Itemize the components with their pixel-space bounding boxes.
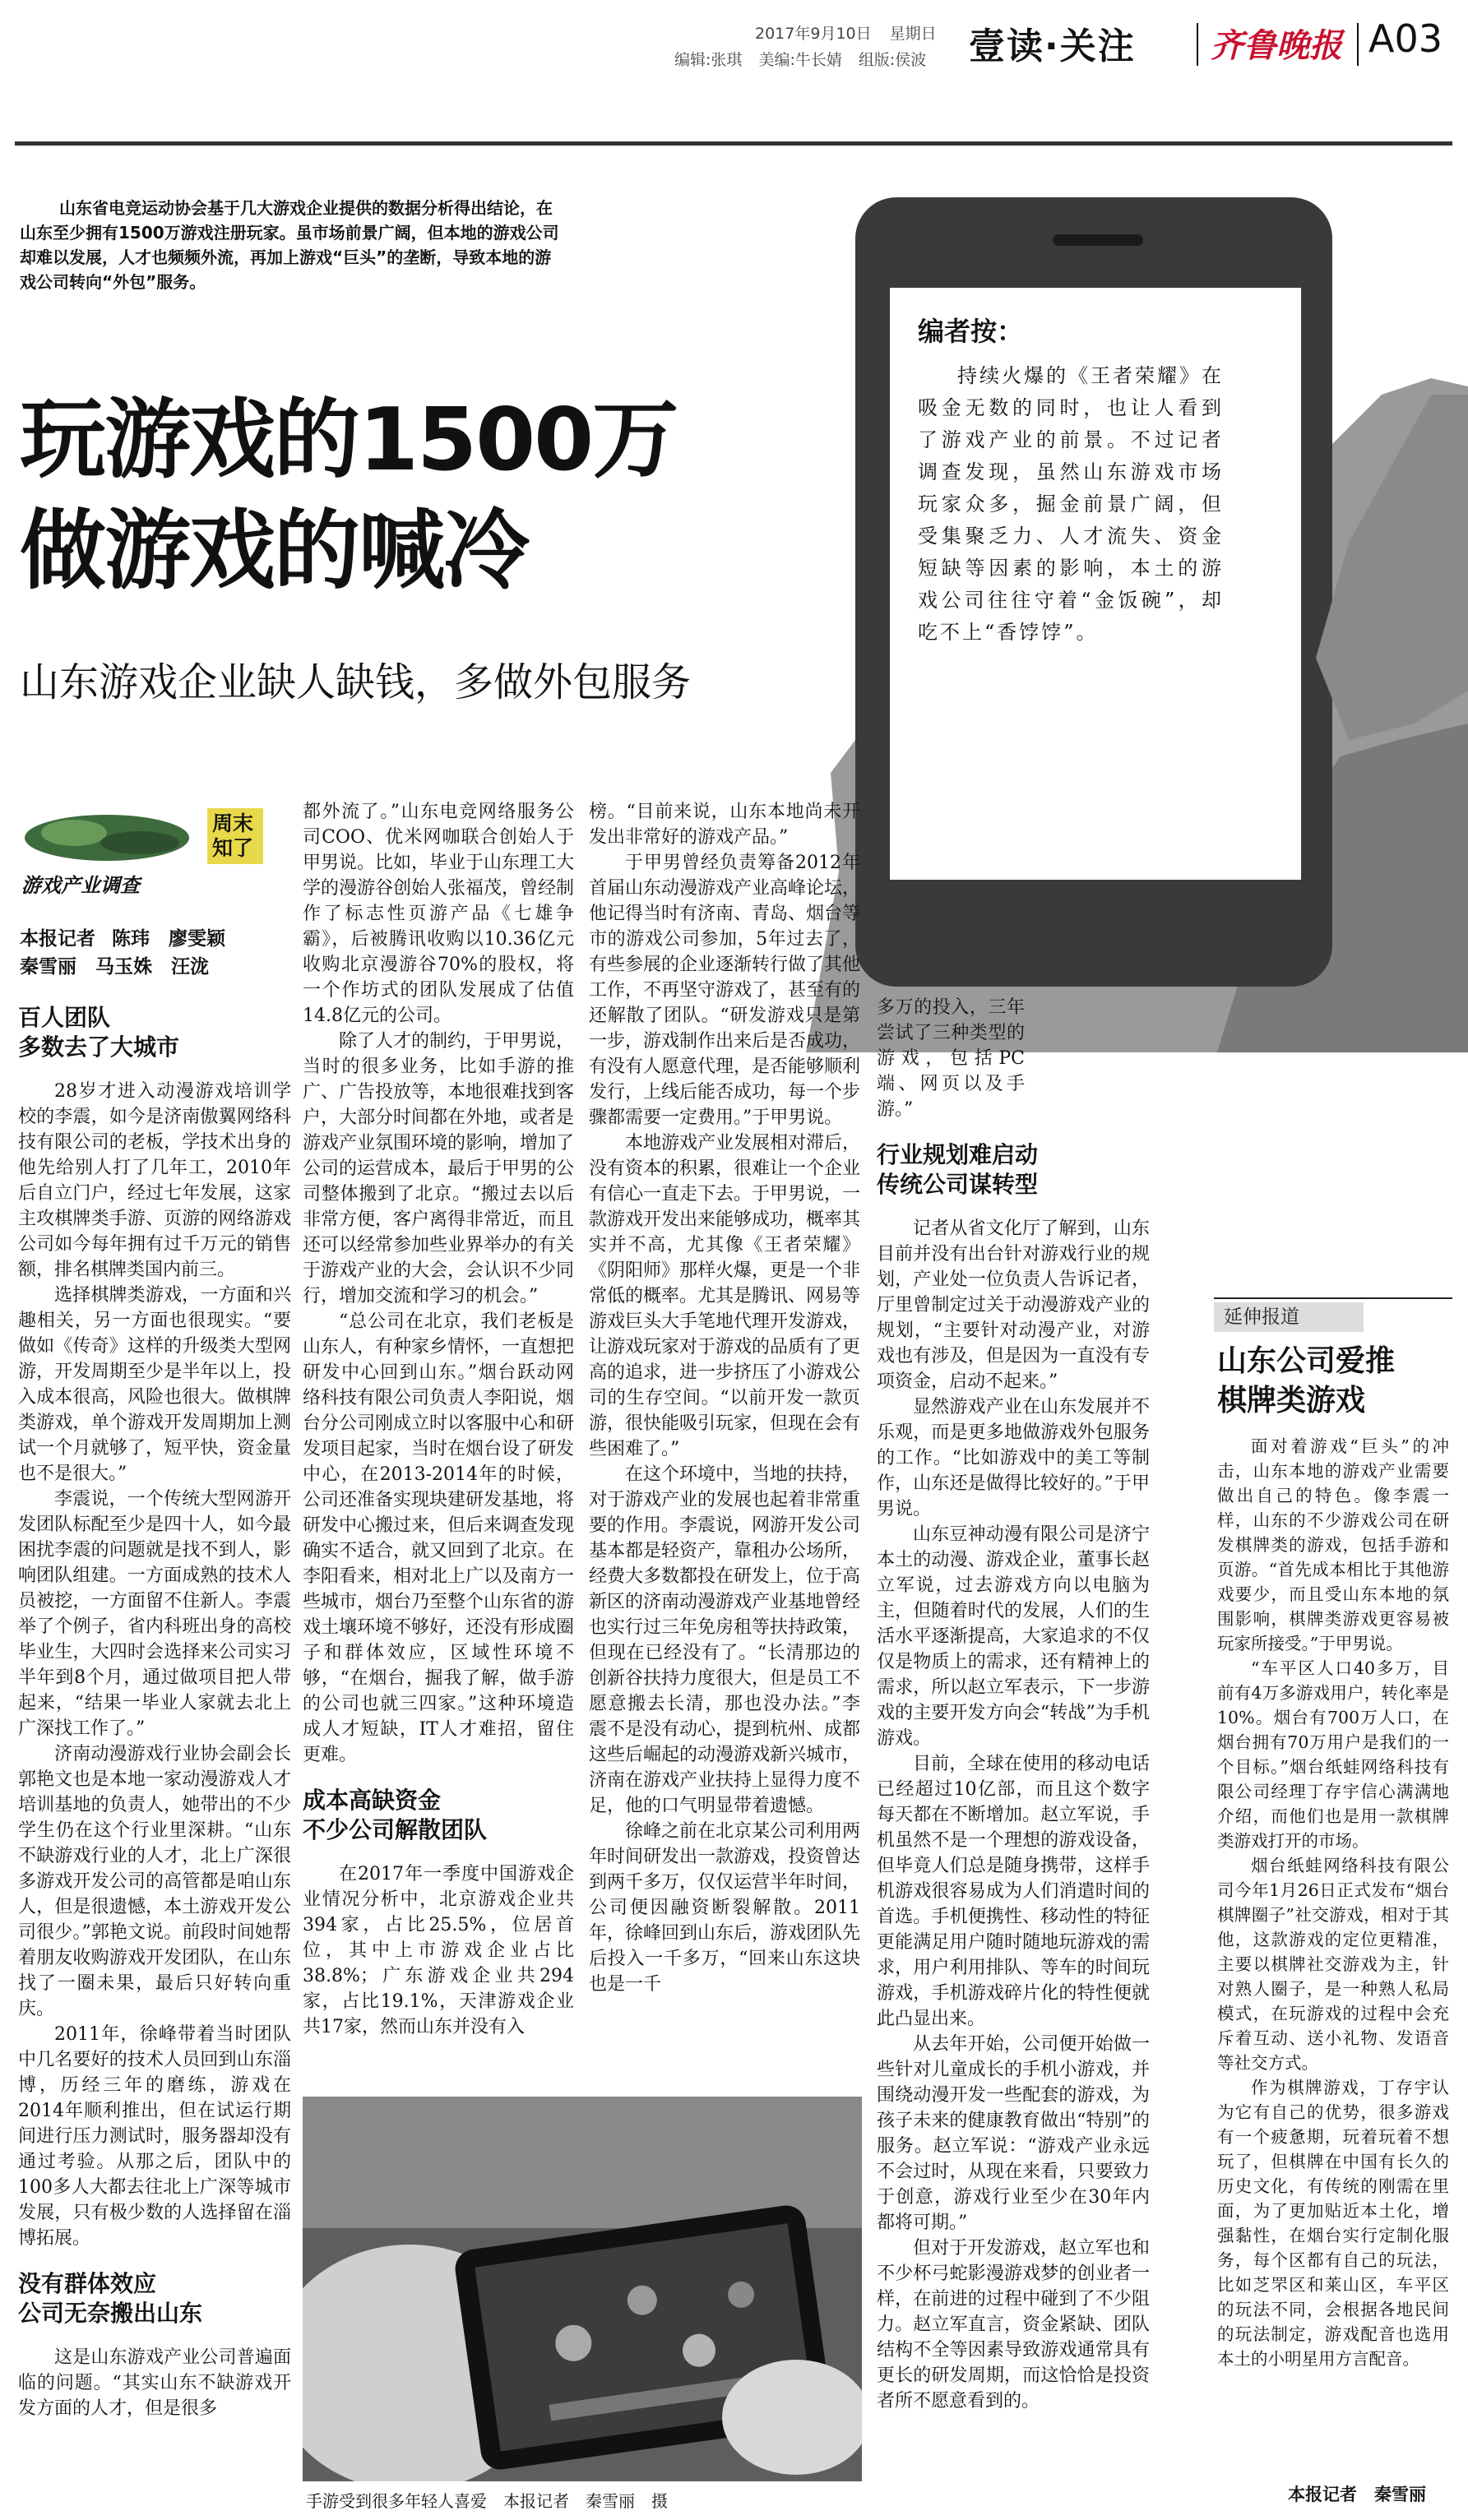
photo-caption: 手游受到很多年轻人喜爱 本报记者 秦雪丽 摄 [306, 2491, 668, 2511]
paragraph: 作为棋牌游戏，丁存宇认为它有自己的优势，很多游戏有一个疲惫期，玩着玩着不想玩了，但棋牌在中国有长久的历史文化，有传统的刚需在里面，为了更加贴近本土化，增强黏性，在烟台实行定制化服务，每个区都有自己的玩法，比如芝罘区和莱山区，车平区的玩法不同，会根据各地民间的玩法制定，游戏配音也选用本土的小明星用方言配音。 [1217, 2078, 1449, 2369]
column-logo [16, 803, 263, 897]
headline-line-2: 做游戏的喊冷 [20, 501, 529, 601]
paragraph: “车平区人口40多万，目前有4万多游戏用户，转化率是10%。烟台有700万人口，在烟台拥有70万用户是我们的一个目标。”烟台纸蛙网络科技有限公司经理丁存宇信心满满地介绍，而他们也是用一款棋牌类游戏打开的市场。 [1217, 1658, 1449, 1851]
lead-text: 山东省电竞运动协会基于几大游戏企业提供的数据分析得出结论，在山东至少拥有1500万游戏注册玩家。虽市场前景广阔，但本地的游戏公司却难以发展，人才也频频外流，再加上游戏“巨头”的垄断，导致本地的游戏公司转向“外包”服务。 [20, 198, 559, 292]
paragraph: 烟台纸蛙网络科技有限公司今年1月26日正式发布“烟台棋牌圈子”社交游戏，相对于其他，这款游戏的定位更精准，主要以棋牌社交游戏为主，针对熟人圈子，是一种熟人私局模式，在玩游戏的过程中会充斥着互动、送小礼物、发语音等社交方式。 [1217, 1856, 1449, 2073]
masthead-divider-1 [1197, 23, 1198, 66]
byline-names: 陈玮 廖雯颖 秦雪丽 马玉姝 汪泷 [20, 928, 226, 978]
editor-note [918, 311, 1224, 649]
paragraph: 面对着游戏“巨头”的冲击，山东本地的游戏产业需要做出自己的特色。像李震一样，山东的不少游戏公司在研发棋牌类的游戏，包括手游和页游。“首先成本相比于其他游戏要少，而且受山东本地的氛围影响，棋牌类游戏更容易被玩家所接受。”于甲男说。 [1217, 1436, 1449, 1653]
layout-credit: 组版:侯波 [858, 51, 927, 69]
byline [20, 925, 291, 981]
subheadline: 山东游戏企业缺人缺钱，多做外包服务 [20, 659, 692, 705]
paragraph: 多万的投入，三年尝试了三种类型的游戏，包括PC端、网页以及手游。” [877, 997, 1025, 1120]
weekly-badge: 周末知了 [207, 808, 263, 864]
editor-note-label: 编者按： [918, 316, 1024, 347]
paragraph: 李震说，一个传统大型网游开发团队标配至少是四十人，如今最困扰李震的问题就是找不到人，影响团队组建。一方面成熟的技术人员被挖，一方面留不住新人。李震举了个例子，省内科班出身的高校毕业生，大四时会选择来公司实习半年到8个月，通过做项目把人带起来，“结果一毕业人家就去北上广深找工作了。” [18, 1489, 291, 1739]
paragraph: 徐峰之前在北京某公司利用两年时间研发出一款游戏，投资曾达到两千多万，仅仅运营半年时间，公司便因融资断裂解散。2011年，徐峰回到山东后，游戏团队先后投入一千多万，“回来山东这块也是一千 [589, 1821, 860, 1995]
column-name: 游戏产业调查 [21, 874, 140, 897]
editor-note-text: 持续火爆的《王者荣耀》在吸金无数的同时，也让人看到了游戏产业的前景。不过记者调查发现，虽然山东游戏市场玩家众多，掘金前景广阔，但受集聚乏力、人才流失、资金短缺等因素的影响，本土的游戏公司往往守着“金饭碗”，却吃不上“香饽饽”。 [918, 364, 1224, 644]
paragraph: 都外流了。”山东电竞网络服务公司COO、优米网咖联合创始人于甲男说。比如，毕业于山东理工大学的漫游谷创始人张福茂，曾经制作了标志性页游产品《七雄争霸》，后被腾讯收购以10.36亿元收购北京漫游谷70%的股权，将一个作坊式的团队发展成了估值14.8亿元的公司。 [303, 802, 574, 1026]
paragraph: 于甲男曾经负责筹备2012年首届山东动漫游戏产业高峰论坛，他记得当时有济南、青岛、烟台等市的游戏公司参加，5年过去了，有些参展的企业逐渐转行做了其他工作，不再坚守游戏了，甚至有的还解散了团队。“研发游戏只是第一步，游戏制作出来后是否成功，有没有人愿意代理，是否能够顺利发行，上线后能否成功，每一个步骤都需要一定费用。”于甲男说。 [589, 853, 860, 1128]
paragraph: 在2017年一季度中国游戏企业情况分析中，北京游戏企业共394家，占比25.5%，位居首位，其中上市游戏企业占比38.8%；广东游戏企业共294家，占比19.1%，天津游戏企业共17家，然而山东并没有入 [303, 1864, 574, 2037]
sidebar-body [1217, 1434, 1449, 2470]
editor-credit: 编辑:张琪 [674, 51, 743, 69]
paragraph: 显然游戏产业在山东发展并不乐观，而是更多地做游戏外包服务的工作。“比如游戏中的美工等制作，山东还是做得比较好的。”于甲男说。 [877, 1397, 1150, 1519]
paragraph: 这是山东游戏产业公司普遍面临的问题。“其实山东不缺游戏开发方面的人才，但是很多 [18, 2347, 291, 2419]
paragraph: 记者从省文化厅了解到，山东目前并没有出台针对游戏行业的规划，产业处一位负责人告诉记者，厅里曾制定过关于动漫游戏产业的规划，“主要针对动漫产业，对游戏也有涉及，但是因为一直没有专项资金，启动不起来。” [877, 1218, 1150, 1392]
paragraph: 选择棋牌类游戏，一方面和兴趣相关，另一方面也很现实。“要做如《传奇》这样的升级类大型网游，开发周期至少是半年以上，投入成本很高，风险也很大。做棋牌类游戏，单个游戏开发周期加上测试一个月就够了，短平快，资金量也不是很大。” [18, 1285, 291, 1484]
subheading-lack-of-funds: 成本高缺资金 不少公司解散团队 [303, 1787, 488, 1843]
article-column-2 [303, 799, 574, 2082]
masthead-date [755, 21, 937, 44]
paragraph: 2011年，徐峰带着当时团队中几名要好的技术人员回到山东淄博，历经三年的磨练，游戏在2014年顺利推出，但在试运行期间进行压力测试时，服务器却没有通过考验。从那之后，团队中的100多人大都去往北上广深等城市发展，只有极少数的人选择留在淄博拓展。 [18, 2024, 291, 2249]
article-column-1 [18, 1003, 291, 2520]
art-editor-credit: 美编:牛长婧 [758, 51, 842, 69]
page-number: A03 [1368, 16, 1443, 61]
masthead-divider-2 [1357, 23, 1359, 66]
paragraph: 在这个环境中，当地的扶持，对于游戏产业的发展也起着非常重要的作用。李震说，网游开发公司基本都是轻资产，靠租办公场所，经费大多数都投在研发上，位于高新区的济南动漫游戏产业基地曾经也实行过三年免房租等扶持政策，但现在已经没有了。“长清那边的创新谷扶持力度很大，但是员工不愿意搬去长清，那也没办法。”李震不是没有动心，提到杭州、成都这些后崛起的动漫游戏新兴城市，济南在游戏产业扶持上显得力度不足，他的口气明显带着遗憾。 [589, 1464, 860, 1816]
paragraph: 从去年开始，公司便开始做一些针对儿童成长的手机小游戏，并围绕动漫开发一些配套的游戏，为孩子未来的健康教育做出“特别”的服务。赵立军说：“游戏产业永远不会过时，从现在来看，只要致力于创意，游戏行业至少在30年内都将可期。” [877, 2034, 1150, 2233]
sidebar-top-rule [1214, 1297, 1452, 1299]
paper-logo: 齐鲁晚报 [1211, 26, 1342, 65]
byline-label: 本报记者 [20, 928, 95, 950]
sidebar-credit: 本报记者 秦雪丽 [1288, 2485, 1426, 2504]
paragraph: “总公司在北京，我们老板是山东人，有种家乡情怀，一直想把研发中心回到山东。”烟台跃动网络科技有限公司负责人李阳说，烟台分公司刚成立时以客服中心和研发项目起家，当时在烟台设了研发中心，在2013-2014年的时候，公司还准备实现块建研发基地，将研发中心搬过来，但后来调查发现确实不适合，就又回到了北京。在李阳看来，相对北上广以及南方一些城市，烟台乃至整个山东省的游戏土壤环境不够好，还没有形成圈子和群体效应，区域性环境不够，“在烟台，掘我了解，做手游的公司也就三四家。”这种环境造成人才短缺，IT人才难招，留住更难。 [303, 1311, 574, 1765]
issue-weekday: 星期日 [889, 25, 937, 43]
subheading-talent-drain: 百人团队 多数去了大城市 [18, 1004, 180, 1061]
lead-paragraph [20, 196, 563, 294]
article-column-4 [877, 995, 1150, 2520]
news-photo [303, 2097, 862, 2481]
subheading-no-cluster: 没有群体效应 公司无奈搬出山东 [18, 2270, 203, 2327]
paragraph: 除了人才的制约，于甲男说，当时的很多业务，比如手游的推广、广告投放等，本地很难找到客户，大部分时间都在外地，或者是游戏产业氛围环境的影响，增加了公司的运营成本，最后于甲男的公司整体搬到了北京。“搬过去以后非常方便，客户离得非常近，而且还可以经常参加些业界举办的有关于游戏产业的大会，会认识不少同行，增加交流和学习的机会。” [303, 1031, 574, 1306]
paragraph: 山东豆神动漫有限公司是济宁本土的动漫、游戏企业，董事长赵立军说，过去游戏方向以电脑为主，但随着时代的发展，人们的生活水平逐渐提高，大家追求的不仅仅是物质上的需求，还有精神上的需求，所以赵立军表示，下一步游戏的主要开发方向会“转战”为手机游戏。 [877, 1524, 1150, 1749]
headline-line-1: 玩游戏的1500万 [20, 390, 678, 490]
article-column-3 [589, 799, 860, 2078]
sidebar-tag: 延伸报道 [1214, 1302, 1364, 1332]
paragraph: 榜。“目前来说，山东本地尚未开发出非常好的游戏产品。” [589, 802, 860, 848]
paragraph: 本地游戏产业发展相对滞后，没有资本的积累，很难让一个企业有信心一直走下去。于甲男说，一款游戏开发出来能够成功，概率其实并不高，尤其像《王者荣耀》《阴阳师》那样火爆，更是一个非常低的概率。尤其是腾讯、网易等游戏巨头大手笔地代理开发游戏，让游戏玩家对于游戏的品质有了更高的追求，进一步挤压了小游戏公司的生存空间。“以前开发一款页游，很快能吸引玩家，但现在会有些困难了。” [589, 1133, 860, 1459]
sidebar-box [1214, 1297, 1452, 2514]
section-title: 壹读·关注 [969, 25, 1136, 67]
paragraph: 济南动漫游戏行业协会副会长郭艳文也是本地一家动漫游戏人才培训基地的负责人，她带出的不少学生仍在这个行业里深耕。“山东不缺游戏行业的人才，北上广深很多游戏开发公司的高管都是咱山东人，但是很遗憾，本土游戏开发公司很少。”郭艳文说。前段时间她帮着朋友收购游戏开发团队，在山东找了一圈未果，最后只好转向重庆。 [18, 1744, 291, 2019]
issue-date: 2017年9月10日 [755, 25, 872, 43]
subheading-industry-plan: 行业规划难启动 传统公司谋转型 [877, 1141, 1039, 1198]
paragraph: 28岁才进入动漫游戏培训学校的李震，如今是济南傲翼网络科技有限公司的老板，学技术出身的他先给别人打了几年工，2010年后自立门户，经过七年发展，这家主攻棋牌类手游、页游的网络游戏公司如今每年拥有过千万元的销售额，排名棋牌类国内前三。 [18, 1081, 291, 1280]
paragraph: 目前，全球在使用的移动电话已经超过10亿部，而且这个数字每天都在不断增加。赵立军说，手机虽然不是一个理想的游戏设备，但毕竟人们总是随身携带，这样手机游戏很容易成为人们消遣时间的首选。手机便携性、移动性的特征更能满足用户随时随地玩游戏的需求，用户利用排队、等车的时间玩游戏，手机游戏碎片化的特性便就此凸显出来。 [877, 1754, 1150, 2029]
paragraph: 但对于开发游戏，赵立军也和不少杯弓蛇影漫游戏梦的创业者一样，在前进的过程中碰到了不少阻力。赵立军直言，资金紧缺、团队结构不全等因素导致游戏通常具有更长的研发周期，而这恰恰是投资者所不愿意看到的。 [877, 2238, 1150, 2411]
sidebar-title: 山东公司爱推 棋牌类游戏 [1217, 1344, 1396, 1417]
cicada-logo-icon [16, 803, 206, 869]
masthead-staff [674, 48, 926, 70]
phone-speaker [1053, 234, 1143, 246]
phone-game-photo [303, 2097, 862, 2481]
masthead [0, 0, 1468, 78]
masthead-rule [15, 141, 1452, 146]
